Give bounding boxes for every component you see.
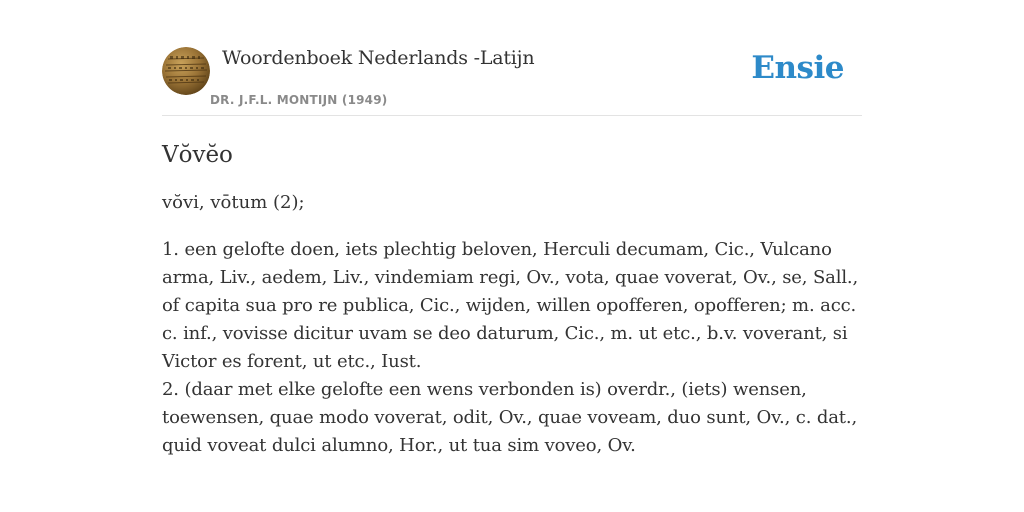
entry-headword: Vŏvĕo [162, 142, 233, 168]
ensie-logo-link[interactable]: Ensie [751, 50, 844, 86]
definition-sense-2: 2. (daar met elke gelofte een wens verbonden is) overdr., (iets) wensen, toewensen, quae modo voverat, odit, Ov., quae voveam, duo sunt, Ov., c. dat., quid voveat dulci alumno, Hor., ut tua sim voveo, Ov. [162, 379, 858, 456]
definition-sense-1: 1. een gelofte doen, iets plechtig beloven, Herculi decumam, Cic., Vulcano arma, Liv., aedem, Liv., vindemiam regi, Ov., vota, quae voverat, Ov., se, Sall., of capita sua pro re publica, Cic., wijden, willen opofferen, opofferen; m. acc. c. inf., vovisse dicitur uvam se deo daturum, Cic., m. ut etc., b.v. voverant, si Victor es forent, ut etc., Iust. [162, 239, 859, 372]
book-cover-avatar[interactable] [162, 47, 210, 95]
bronze-tablet-icon [162, 47, 210, 95]
page-header [162, 44, 862, 116]
book-title[interactable]: Woordenboek Nederlands -Latijn [222, 47, 535, 69]
entry-forms: vŏvi, vōtum (2); [162, 192, 305, 213]
entry-content [162, 138, 864, 460]
entry-definition [162, 236, 864, 460]
author-credit: DR. J.F.L. MONTIJN (1949) [210, 93, 388, 107]
